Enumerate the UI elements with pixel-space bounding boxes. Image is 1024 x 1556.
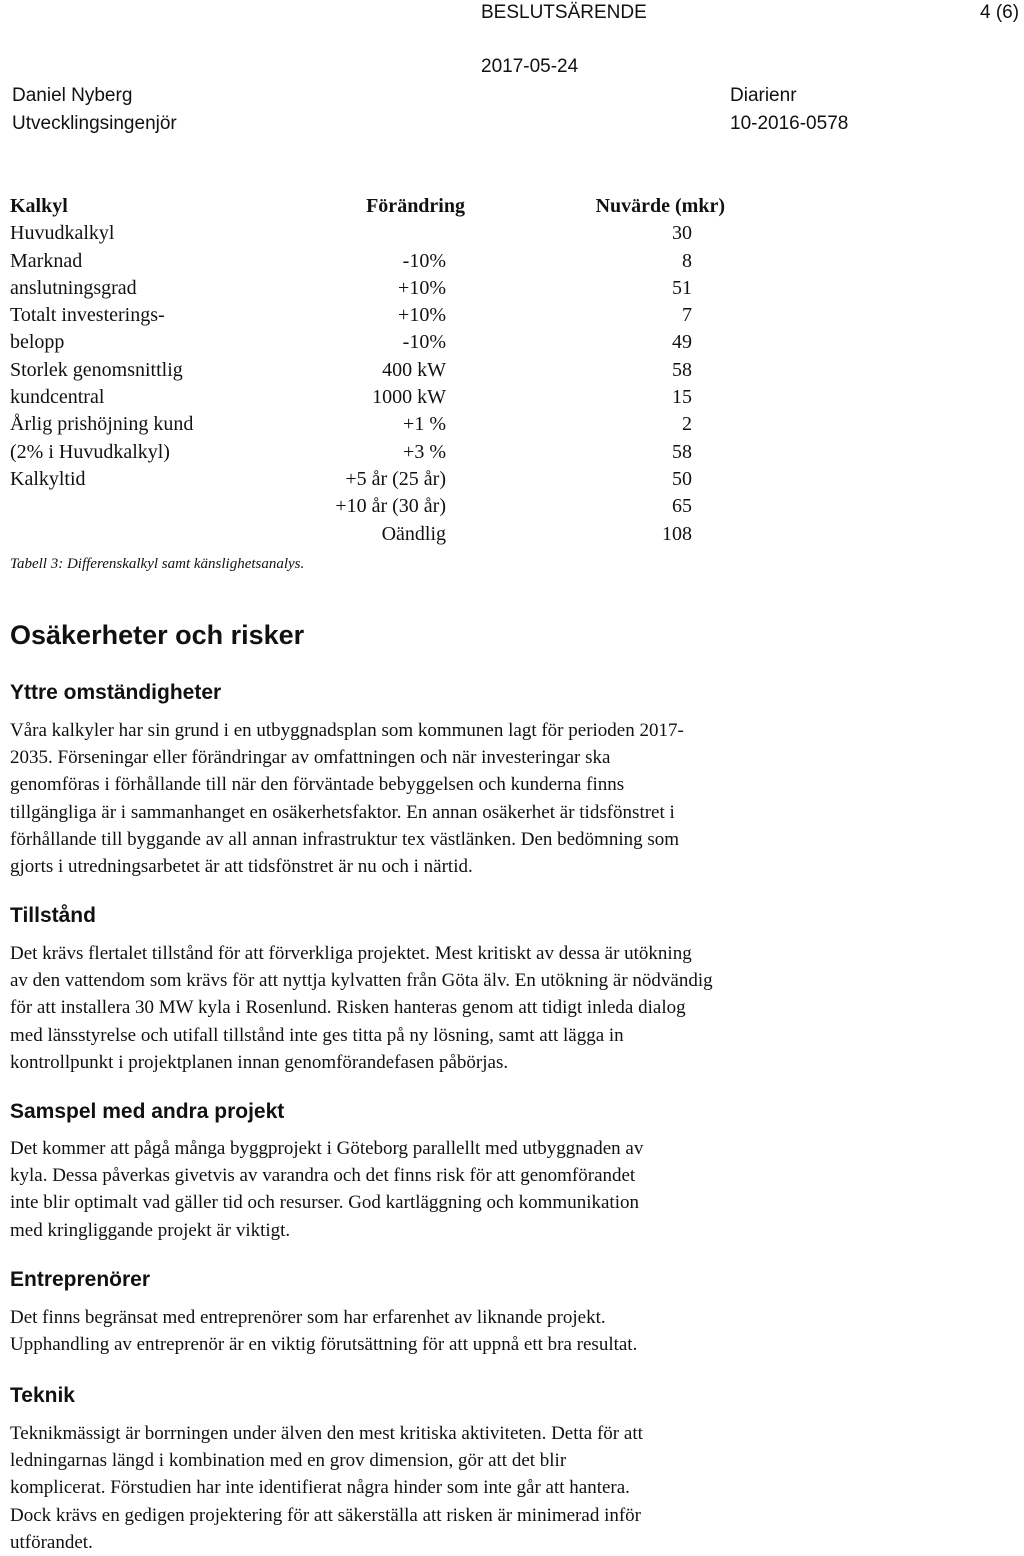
table-row xyxy=(10,466,730,493)
text-line: tillgängliga är i sammanhanget en osäkerhetsfaktor. En annan osäkerhet är tidsfönstret i xyxy=(10,801,675,823)
table-cell: Marknad xyxy=(10,249,83,272)
table-cell: Årlig prishöjning kund xyxy=(10,413,194,436)
table-cell: Huvudkalkyl xyxy=(10,222,115,245)
table-row xyxy=(10,302,730,329)
page-number: 4 (6) xyxy=(980,2,1020,23)
text-line: för att installera 30 MW kyla i Rosenlund. Risken hanteras genom att tidigt inleda dialog xyxy=(10,997,686,1019)
table-cell: 51 xyxy=(672,276,692,299)
table-cell: Storlek genomsnittlig xyxy=(10,358,183,381)
text-line: Våra kalkyler har sin grund i en utbyggnadsplan som kommunen lagt för perioden 2017- xyxy=(10,720,684,741)
table-cell: Oändlig xyxy=(381,522,446,545)
table-cell: -10% xyxy=(402,249,446,272)
table-row xyxy=(10,275,730,302)
subsection-paragraph xyxy=(10,1304,910,1358)
table-row xyxy=(10,357,730,384)
subsection-title: Teknik xyxy=(10,1384,75,1407)
table-cell: belopp xyxy=(10,331,65,354)
ref-number: 10-2016-0578 xyxy=(730,113,849,134)
table-cell: +10% xyxy=(398,304,446,327)
text-line: kontrollpunkt i projektplanen innan genomförandefasen påbörjas. xyxy=(10,1051,509,1073)
table-cell: +10 år (30 år) xyxy=(335,495,446,518)
table-cell: (2% i Huvudkalkyl) xyxy=(10,440,170,463)
table-cell: anslutningsgrad xyxy=(10,276,137,299)
table-cell: +1 % xyxy=(403,413,446,436)
doc-date: 2017-05-24 xyxy=(481,56,579,77)
table-cell: 65 xyxy=(672,495,692,518)
text-line: med kringliggande projekt är viktigt. xyxy=(10,1219,291,1241)
text-line: Det kommer att pågå många byggprojekt i Göteborg parallellt med utbyggnaden av xyxy=(10,1138,644,1159)
text-line: 2035. Förseningar eller förändringar av omfattningen och när investeringar ska xyxy=(10,747,611,769)
text-line: av den vattendom som krävs för att nyttja kylvatten från Göta älv. En utökning är nödvändig xyxy=(10,970,713,992)
section-title: Osäkerheter och risker xyxy=(10,620,305,650)
sensitivity-table xyxy=(10,193,730,548)
text-line: ledningarnas längd i kombination med en grov dimension, gör att det blir xyxy=(10,1450,567,1472)
text-line: Dock krävs en gedigen projektering för att säkerställa att risken är minimerad inför xyxy=(10,1504,641,1526)
table-row xyxy=(10,248,730,275)
author-title: Utvecklingsingenjör xyxy=(12,113,177,134)
table-cell: 108 xyxy=(662,522,692,545)
table-cell: 8 xyxy=(682,249,692,272)
subsection-paragraph xyxy=(10,717,910,880)
subsection-title: Yttre omständigheter xyxy=(10,681,222,704)
text-line: Det finns begränsat med entreprenörer som har erfarenhet av liknande projekt. xyxy=(10,1307,606,1328)
subsection-title: Entreprenörer xyxy=(10,1268,151,1291)
text-line: med länsstyrelse och utifall tillstånd inte ges titta på ny lösning, samt att lägga in xyxy=(10,1024,624,1046)
author-name: Daniel Nyberg xyxy=(12,85,133,106)
table-caption: Tabell 3: Differenskalkyl samt känslighetsanalys. xyxy=(10,556,305,572)
subsection-title: Samspel med andra projekt xyxy=(10,1100,285,1123)
column-header: Förändring xyxy=(366,195,465,217)
subsection-title: Tillstånd xyxy=(10,904,96,927)
column-header: Kalkyl xyxy=(10,195,68,217)
subsection-paragraph xyxy=(10,940,910,1076)
doc-type: BESLUTSÄRENDE xyxy=(481,2,647,23)
text-line: gjorts i utredningsarbetet är att tidsfönstret är nu och i närtid. xyxy=(10,856,473,878)
table-row xyxy=(10,439,730,466)
table-cell: +10% xyxy=(398,276,446,299)
text-line: utförandet. xyxy=(10,1531,93,1553)
text-line: Det krävs flertalet tillstånd för att förverkliga projektet. Mest kritiskt av dessa är utökning xyxy=(10,943,692,964)
table-cell: 15 xyxy=(672,386,692,409)
text-line: genomföras i förhållande till när den förväntade bebyggelsen och kunderna finns xyxy=(10,774,625,796)
table-cell: 2 xyxy=(682,413,692,436)
table-row xyxy=(10,220,730,247)
ref-label: Diarienr xyxy=(730,85,797,106)
table-cell: 49 xyxy=(672,331,692,354)
table-cell: 30 xyxy=(672,222,692,245)
table-body xyxy=(10,220,730,548)
table-cell: 7 xyxy=(682,304,692,327)
table-cell: kundcentral xyxy=(10,386,105,409)
table-header-row xyxy=(10,193,730,220)
text-line: Teknikmässigt är borrningen under älven den mest kritiska aktiviteten. Detta för att xyxy=(10,1423,643,1444)
column-header: Nuvärde (mkr) xyxy=(595,195,725,217)
table-cell: Totalt investerings- xyxy=(10,304,165,327)
text-line: komplicerat. Förstudien har inte identifierat några hinder som inte går att hantera. xyxy=(10,1477,630,1499)
table-cell: -10% xyxy=(402,331,446,354)
table-cell: 400 kW xyxy=(382,358,446,381)
table-row xyxy=(10,493,730,520)
table-row xyxy=(10,411,730,438)
subsection-paragraph xyxy=(10,1420,910,1556)
table-cell: 1000 kW xyxy=(372,386,446,409)
table-cell: 58 xyxy=(672,358,692,381)
table-cell: Kalkyltid xyxy=(10,467,86,490)
text-line: inte blir optimalt vad gäller tid och resurser. God kartläggning och kommunikation xyxy=(10,1192,639,1214)
table-cell: +3 % xyxy=(403,440,446,463)
table-cell: 50 xyxy=(672,467,692,490)
text-line: förhållande till byggande av all annan infrastruktur tex västlänken. Den bedömning som xyxy=(10,828,680,850)
text-line: Upphandling av entreprenör är en viktig förutsättning för att uppnå ett bra resultat. xyxy=(10,1334,638,1356)
table-cell: +5 år (25 år) xyxy=(345,467,446,490)
table-row xyxy=(10,329,730,356)
table-cell: 58 xyxy=(672,440,692,463)
table-row xyxy=(10,384,730,411)
subsection-paragraph xyxy=(10,1135,910,1244)
table-row xyxy=(10,521,730,548)
text-line: kyla. Dessa påverkas givetvis av varandra och det finns risk för att genomförandet xyxy=(10,1165,636,1187)
